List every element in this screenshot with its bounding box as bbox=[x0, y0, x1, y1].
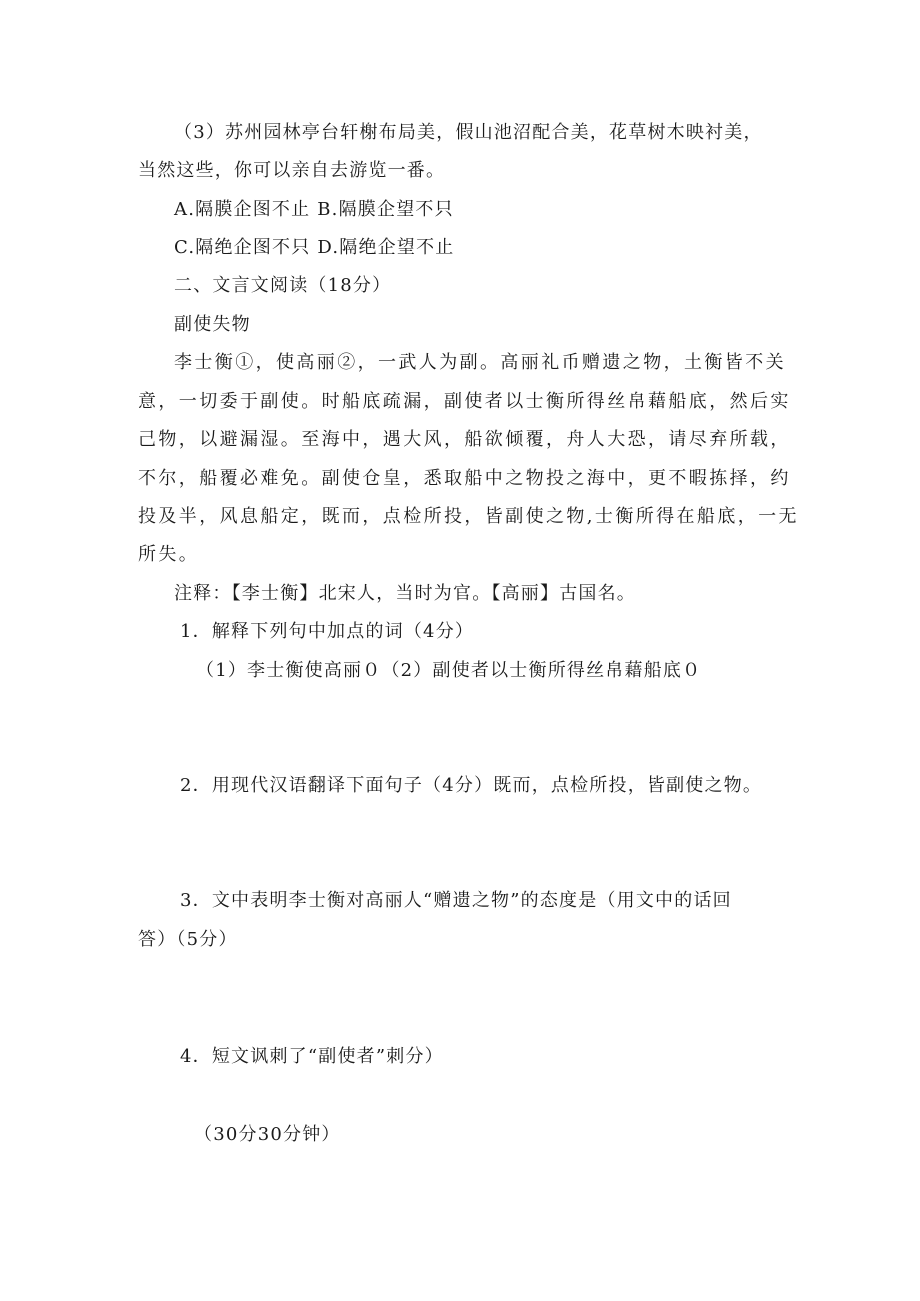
question-1: 1．解释下列句中加点的词（4分） bbox=[180, 621, 475, 642]
question-1-items: （1）李士衡使高丽０（2）副使者以士衡所得丝帛藉船底０ bbox=[196, 660, 702, 681]
passage-title: 副使失物 bbox=[174, 314, 251, 335]
question-3-line-1: 3．文中表明李士衡对高丽人“赠遗之物”的态度是（用文中的话回 bbox=[180, 890, 732, 911]
passage-line-4: 不尔，船覆必难免。副使仓皇，悉取船中之物投之海中，更不暇拣择，约 bbox=[138, 468, 791, 489]
passage-line-2: 意，一切委于副使。时船底疏漏，副使者以士衡所得丝帛藉船底，然后实 bbox=[138, 391, 791, 412]
options-c-d: C.隔绝企图不只 D.隔绝企望不止 bbox=[174, 237, 455, 258]
section-two-heading: 二、文言文阅读（18分） bbox=[174, 275, 392, 296]
passage-line-1: 李士衡①，使高丽②，一武人为副。高丽礼币赠遗之物，土衡皆不关 bbox=[174, 352, 786, 373]
item-3-line-1: （3）苏州园林亭台轩榭布局美，假山池沼配合美，花草树木映衬美， bbox=[174, 122, 763, 143]
options-a-b: A.隔膜企图不止 B.隔膜企望不只 bbox=[174, 199, 454, 220]
passage-line-6: 所失。 bbox=[138, 544, 200, 565]
annotation-note: 注释：【李士衡】北宋人，当时为官。【高丽】古国名。 bbox=[174, 583, 636, 604]
footer-time-note: （30分30分钟） bbox=[194, 1124, 341, 1145]
question-2: 2．用现代汉语翻译下面句子（4分）既而，点检所投，皆副使之物。 bbox=[180, 775, 763, 796]
passage-line-3: 己物，以避漏湿。至海中，遇大风，船欲倾覆，舟人大恐，请尽弃所载， bbox=[138, 429, 791, 450]
question-3-line-2: 答）（5分） bbox=[138, 929, 238, 950]
item-3-line-2: 当然这些，你可以亲自去游览一番。 bbox=[138, 160, 446, 181]
question-4: 4．短文讽刺了“副使者”刺分） bbox=[180, 1046, 444, 1067]
passage-line-5: 投及半，风息船定，既而，点检所投，皆副使之物,士衡所得在船底，一无 bbox=[138, 506, 799, 527]
